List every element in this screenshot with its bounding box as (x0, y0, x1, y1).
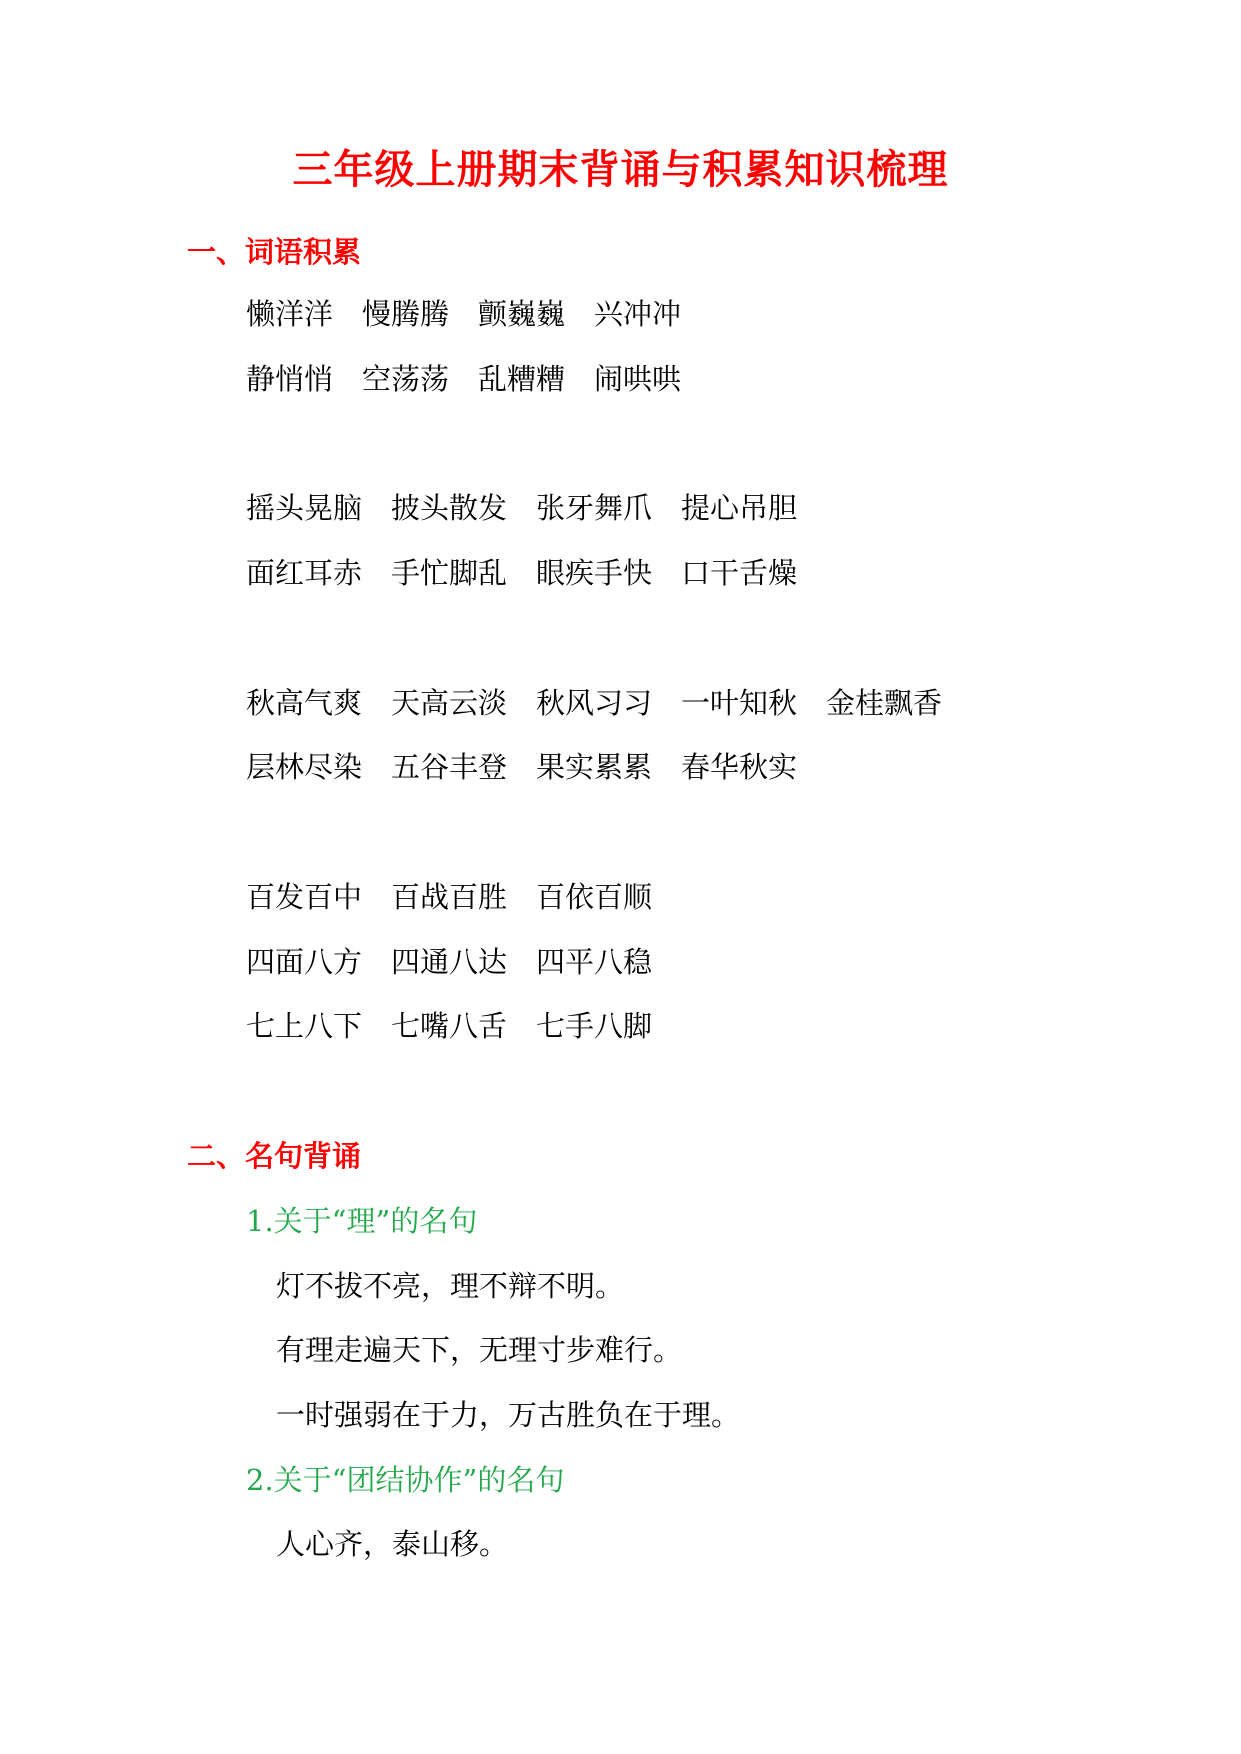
word: 一叶知秋 (681, 686, 798, 720)
word: 空荡荡 (362, 362, 450, 396)
word-row (246, 745, 797, 785)
word-row (246, 875, 652, 915)
word: 披头散发 (391, 491, 508, 525)
subheading-teamwork-quotes: 2.关于“团结协作”的名句 (246, 1463, 565, 1497)
word: 提心吊胆 (681, 491, 798, 525)
word: 面红耳赤 (246, 556, 363, 590)
word: 果实累累 (536, 750, 653, 784)
section-heading-vocabulary: 一、词语积累 (187, 235, 362, 269)
word: 静悄悄 (246, 362, 334, 396)
word: 手忙脚乱 (391, 556, 508, 590)
word: 摇头晃脑 (246, 491, 363, 525)
word: 四平八稳 (536, 945, 653, 979)
quote-line: 灯不拔不亮，理不辩不明。 (276, 1269, 625, 1303)
word: 百战百胜 (391, 880, 508, 914)
word: 张牙舞爪 (536, 491, 653, 525)
word: 口干舌燥 (681, 556, 798, 590)
word: 慢腾腾 (362, 297, 450, 331)
word: 七上八下 (246, 1009, 363, 1043)
word-row (246, 681, 942, 721)
word-row (246, 486, 797, 526)
word: 七手八脚 (536, 1009, 653, 1043)
word-row (246, 940, 652, 980)
word-row (246, 1004, 652, 1044)
word: 懒洋洋 (246, 297, 334, 331)
word: 闹哄哄 (594, 362, 682, 396)
quote-line: 一时强弱在于力，万古胜负在于理。 (276, 1398, 741, 1432)
word: 兴冲冲 (594, 297, 682, 331)
word: 乱糟糟 (478, 362, 566, 396)
word: 颤巍巍 (478, 297, 566, 331)
page-title: 三年级上册期末背诵与积累知识梳理 (292, 146, 949, 193)
quote-line: 有理走遍天下，无理寸步难行。 (276, 1333, 683, 1367)
word: 秋风习习 (536, 686, 653, 720)
word-row (246, 357, 681, 397)
word: 天高云淡 (391, 686, 508, 720)
word: 春华秋实 (681, 750, 798, 784)
word: 五谷丰登 (391, 750, 508, 784)
word: 金桂飘香 (826, 686, 943, 720)
word: 眼疾手快 (536, 556, 653, 590)
word: 百依百顺 (536, 880, 653, 914)
word: 层林尽染 (246, 750, 363, 784)
word-row (246, 292, 681, 332)
section-heading-famous-quotes: 二、名句背诵 (187, 1139, 362, 1173)
quote-line: 人心齐，泰山移。 (276, 1527, 509, 1561)
subheading-reason-quotes: 1.关于“理”的名句 (246, 1204, 478, 1238)
word: 七嘴八舌 (391, 1009, 508, 1043)
word: 四面八方 (246, 945, 363, 979)
word: 秋高气爽 (246, 686, 363, 720)
word: 百发百中 (246, 880, 363, 914)
word: 四通八达 (391, 945, 508, 979)
word-row (246, 551, 797, 591)
